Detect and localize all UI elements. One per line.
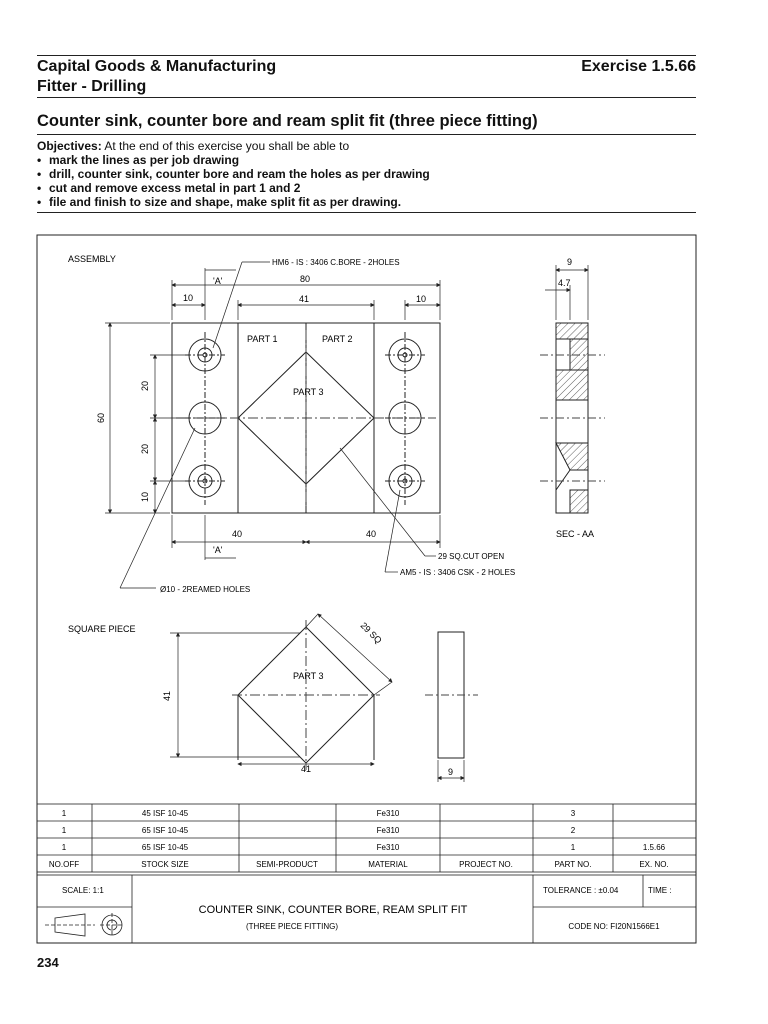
code-label: CODE NO: FI20N1566E1 bbox=[568, 922, 660, 931]
dim-overall-width: 80 bbox=[300, 274, 311, 284]
table-header: SEMI-PRODUCT bbox=[256, 860, 318, 869]
objective-item: • cut and remove excess metal in part 1 and 2 bbox=[37, 181, 430, 195]
table-header: PART NO. bbox=[554, 860, 592, 869]
dim-sq-width: 41 bbox=[301, 764, 312, 774]
csk-note: AM5 - IS : 3406 CSK - 2 HOLES bbox=[400, 568, 516, 577]
table-header: MATERIAL bbox=[368, 860, 408, 869]
trade-heading: Fitter - Drilling bbox=[37, 78, 147, 95]
time-label: TIME : bbox=[648, 886, 672, 895]
table-header: NO.OFF bbox=[48, 860, 80, 869]
dim-right-edge: 10 bbox=[416, 294, 427, 304]
table-cell: 1 bbox=[61, 843, 67, 852]
table-cell: 2 bbox=[570, 826, 576, 835]
sq-cut-leader bbox=[340, 448, 425, 556]
subject-heading: Capital Goods & Manufacturing bbox=[37, 58, 277, 75]
drawing-subtitle: (THREE PIECE FITTING) bbox=[246, 922, 338, 931]
dim-sec-cbore: 4.7 bbox=[558, 278, 571, 288]
dim-pitch-top: 20 bbox=[140, 380, 150, 391]
table-cell: 1 bbox=[570, 843, 576, 852]
table-cell: 45 ISF 10-45 bbox=[141, 809, 189, 818]
projection-symbol-icon bbox=[45, 913, 124, 937]
table-cell: Fe310 bbox=[376, 826, 400, 835]
csk-leader bbox=[385, 490, 400, 572]
dim-pitch-bottom: 20 bbox=[140, 443, 150, 454]
dim-sec-width: 9 bbox=[567, 257, 573, 267]
table-header: EX. NO. bbox=[639, 860, 669, 869]
table-cell: 1 bbox=[61, 826, 67, 835]
part2-label: PART 2 bbox=[322, 334, 353, 344]
dim-height: 60 bbox=[96, 412, 106, 423]
table-cell: 3 bbox=[570, 809, 576, 818]
table-header: STOCK SIZE bbox=[141, 860, 189, 869]
scale-label: SCALE: 1:1 bbox=[62, 886, 104, 895]
page-number: 234 bbox=[37, 955, 59, 970]
table-cell: 65 ISF 10-45 bbox=[141, 826, 189, 835]
dim-bottom-right: 40 bbox=[366, 529, 377, 539]
section-mark-bottom: 'A' bbox=[213, 545, 223, 555]
dim-left-edge: 10 bbox=[183, 293, 194, 303]
dim-sq-size: 29 SQ bbox=[358, 620, 384, 646]
dim-sq-thk: 9 bbox=[448, 767, 454, 777]
objectives-label: Objectives: bbox=[37, 139, 102, 153]
dim-sq-height: 41 bbox=[162, 690, 172, 701]
exercise-number: Exercise 1.5.66 bbox=[581, 58, 696, 75]
square-part3-label: PART 3 bbox=[293, 671, 324, 681]
ream-note: Ø10 - 2REAMED HOLES bbox=[160, 585, 251, 594]
holes-right bbox=[385, 332, 425, 505]
table-header: PROJECT NO. bbox=[459, 860, 513, 869]
section-mark-top: 'A' bbox=[213, 276, 223, 286]
cbore-note: HM6 - IS : 3406 C.BORE - 2HOLES bbox=[272, 258, 400, 267]
dim-bottom-left: 40 bbox=[232, 529, 243, 539]
section-label: SEC - AA bbox=[556, 529, 595, 539]
dim-center-width: 41 bbox=[299, 294, 310, 304]
table-cell: Fe310 bbox=[376, 809, 400, 818]
part1-label: PART 1 bbox=[247, 334, 278, 344]
parts-table-cells bbox=[49, 809, 669, 869]
table-cell: 1 bbox=[61, 809, 67, 818]
parts-table bbox=[37, 804, 696, 872]
drawing-frame bbox=[37, 235, 696, 943]
holes-left bbox=[185, 332, 225, 505]
section-view bbox=[540, 265, 605, 513]
objectives-intro: At the end of this exercise you shall be able to bbox=[101, 139, 350, 153]
part3-label: PART 3 bbox=[293, 387, 324, 397]
table-cell: Fe310 bbox=[376, 843, 400, 852]
table-cell: 65 ISF 10-45 bbox=[141, 843, 189, 852]
dim-bottom-edge: 10 bbox=[140, 491, 150, 502]
table-cell: 1.5.66 bbox=[642, 843, 666, 852]
objective-item: • mark the lines as per job drawing bbox=[37, 153, 430, 167]
sq-cut-note: 29 SQ.CUT OPEN bbox=[438, 552, 505, 561]
square-piece-label: SQUARE PIECE bbox=[68, 624, 136, 634]
objective-item: • file and finish to size and shape, make split fit as per drawing. bbox=[37, 195, 430, 209]
objective-item: • drill, counter sink, counter bore and ream the holes as per drawing bbox=[37, 167, 430, 181]
tolerance-label: TOLERANCE : ±0.04 bbox=[543, 886, 619, 895]
left-dimensions bbox=[105, 323, 188, 513]
drawing-title: COUNTER SINK, COUNTER BORE, REAM SPLIT FIT bbox=[198, 904, 468, 916]
exercise-title: Counter sink, counter bore and ream split fit (three piece fitting) bbox=[37, 112, 538, 130]
assembly-label: ASSEMBLY bbox=[68, 254, 116, 264]
ream-leader bbox=[120, 428, 195, 588]
